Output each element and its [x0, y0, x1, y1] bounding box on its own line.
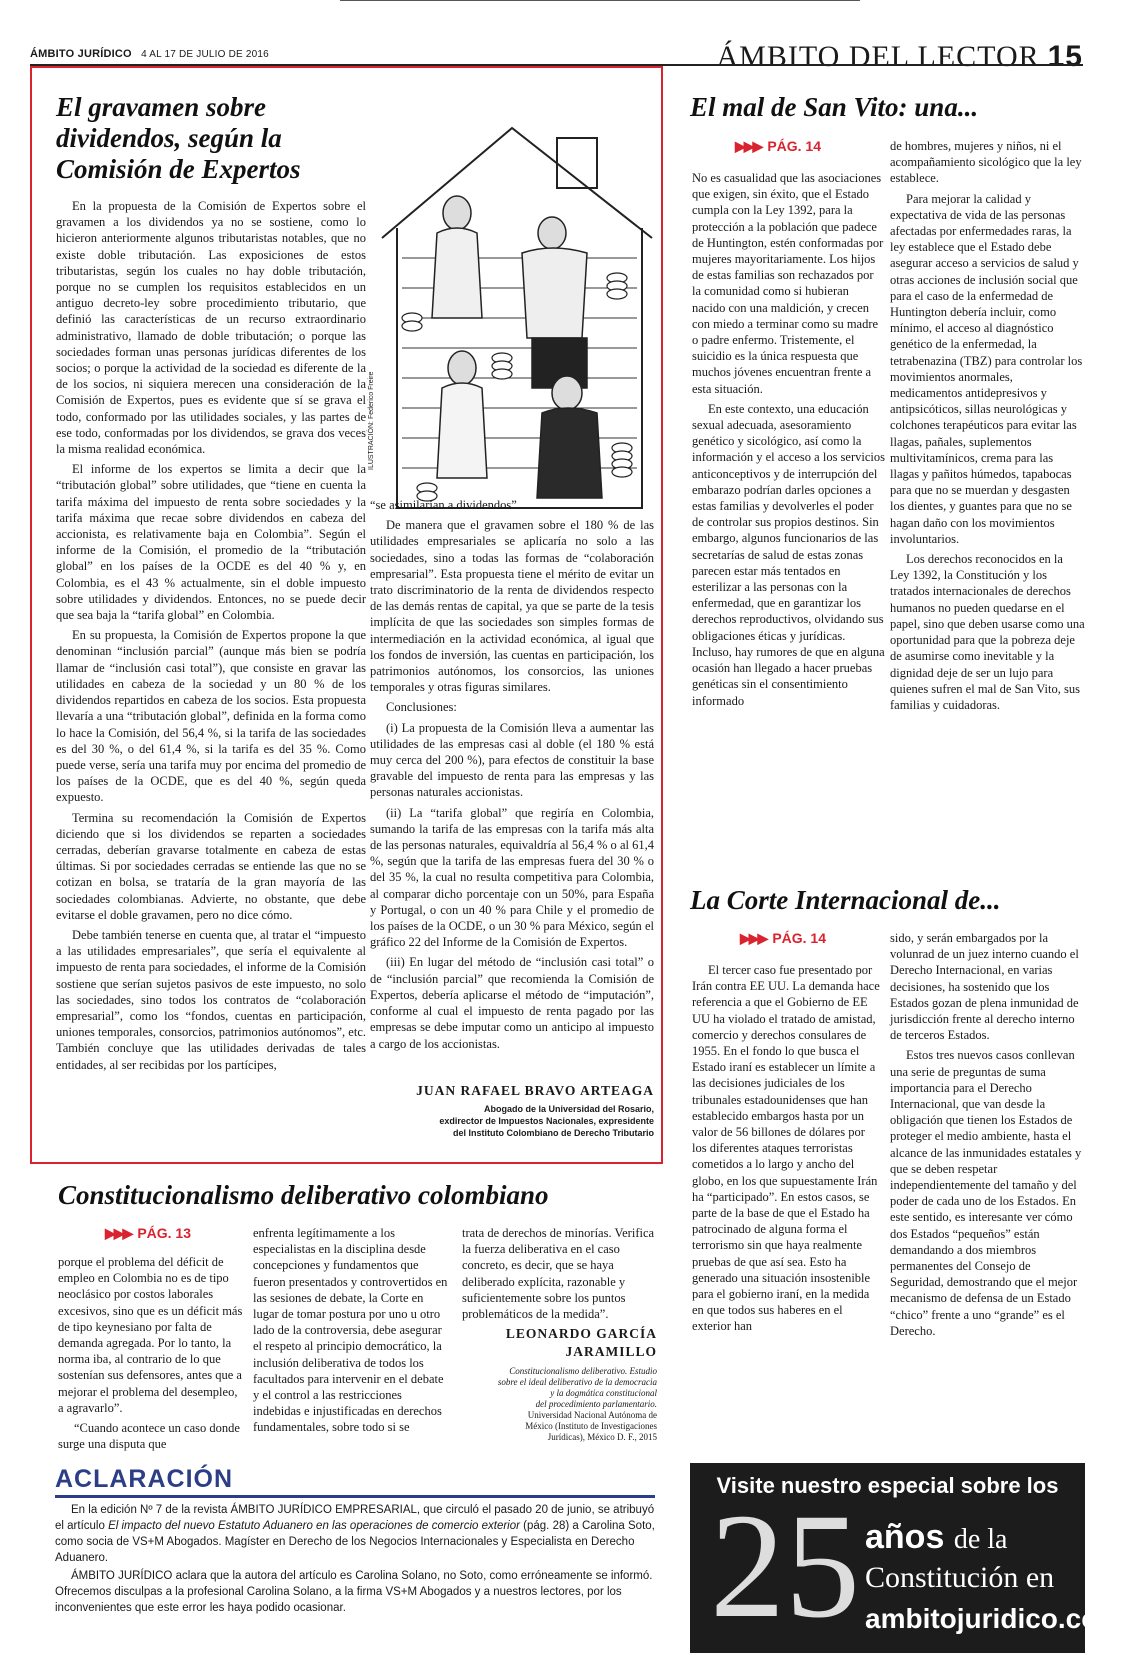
page-ref: PÁG. 14: [772, 930, 827, 946]
corte-title: La Corte Internacional de...: [690, 885, 1001, 915]
page-ref: PÁG. 13: [137, 1225, 192, 1241]
top-rule: [340, 0, 860, 1]
paragraph: En este contexto, una educación sexual adecuada, asesoramiento genético y sicológico, así como la información y el acceso a los servicios anticonceptivos y de interrupción del embarazo podrían darles opciones a estas familias y devolverles el poder de controlar sus propios destinos. Sin embargo, algunos funcionarios de las secretarías de salud de estas zonas parecen estar más tentados en esterilizar a las personas con la enfermedad, que en garantizar los derechos reproductivos, olvidando sus obligaciones éticas y jurídicas. Incluso, hay rumores de que en alguna ocasión han llegado a hacer pruebas genéticas sin el consentimiento informado: [692, 401, 885, 708]
constitution-promo-banner[interactable]: [690, 1463, 1123, 1653]
source-line: sobre el ideal deliberativo de la democracia: [497, 1377, 657, 1387]
paragraph: sido, y serán embargados por la volunrad de un juez interno cuando el Derecho Internacional, en varias decisiones, ha sostenido que los Estados gozan de plena inmunidad de jurisdicción frente al derecho interno de terceros Estados.: [890, 931, 1079, 1043]
constitucionalismo-author: [462, 1325, 657, 1361]
paragraph: En la propuesta de la Comisión de Expertos sobre el gravamen a los dividendos ya no se sostiene, como lo hicieron anteriormente algunos tributaristas notables, que no existe doble tributación. Las exposiciones de estos tributaristas, según los cuales no hay doble tributación, porque no se cumplen los requisitos establecidos en un antiguo decreto-ley sobre procedimiento tributario, que definió las características de un recurso extraordinario administrativo, llamado de doble tributación; o porque las sociedades forman unas personas jurídicas diferentes de los socios; o porque la actividad de la sociedad es diferente de la de los socios, ni siquiera merecen una consideración de la Comisión de Expertos, pues es evidente que sí se grava el todo, conformado por las utilidades sociales, y las partes de ese todo, conformadas por los dividendos, se grava dos veces la misma realidad económica.: [56, 199, 366, 457]
san-vito-column-1: [692, 170, 885, 713]
main-article-column-1: [56, 198, 366, 1077]
paragraph: Debe también tenerse en cuenta que, al tratar el “impuesto a las utilidades empresariales”, que sería el equivalente al impuesto de renta para sociedades, el informe de la Comisión sostiene que serían sujetos pasivos de este impuesto, no solo las sociedades, sino todos los contratos de “colaboración empresarial”, como los “fondos, cuentas en participación, uniones temporales, consorcios, patrimonios autónomos”, etc. También concluye que las utilidades derivadas de tales entidades, al ser recibidas por los partícipes,: [56, 927, 367, 1072]
issue-date: 4 AL 17 DE JULIO DE 2016: [141, 49, 269, 60]
house-illustration: [372, 118, 660, 516]
illustration-graphic: [372, 118, 660, 516]
paragraph: trata de derechos de minorías. Verifica la fuerza deliberativa en el caso concreto, es decir, que se haya deliberado explícita, razonable y suficientemente sobre los puntos problemáticos de la medida”.: [462, 1226, 655, 1322]
dela-word: de la: [953, 1524, 1008, 1555]
source-line: y la dogmática constitucional: [550, 1388, 657, 1398]
credential-line: Abogado de la Universidad del Rosario,: [483, 1104, 654, 1114]
credential-line: del Instituto Colombiano de Derecho Tributario: [452, 1128, 654, 1138]
aclaracion-body: [55, 1502, 655, 1618]
san-vito-title: El mal de San Vito: una...: [690, 92, 979, 122]
corte-column-1: [692, 962, 882, 1339]
source-line: Universidad Nacional Autónoma de: [527, 1410, 657, 1420]
paragraph: El informe de los expertos se limita a decir que la “tributación global” sobre utilidades, que “tiene en cuenta la tarifa máxima del impuesto de renta sobre sociedades y la tarifa máxima que recae sobre dividendos en cabeza del accionista, es relativamente baja en Colombia”. Según el informe de la Comisión, el promedio de la “tributación global” en los países de la OCDE es del 40 % y, en Colombia, es el 43 % actualmente, sin el doble impuesto sobre utilidades y dividendos. Entonces, no se puede decir que sea baja la “tarifa global” en Colombia.: [56, 462, 366, 623]
title-line: Comisión de Expertos: [56, 154, 301, 184]
paragraph: En su propuesta, la Comisión de Expertos propone la que denominan “inclusión parcial” (aunque más bien se podría llamar de “inclusión casi total”), que consiste en gravar las utilidades en cabeza de la sociedad y un 80 % de los dividendos repartidos en cabeza de los socios. Esta propuesta llevaría a una “tributación global”, definida en la forma como lo hace la Comisión, del 56,4 %, si la tarifa de las sociedades es del 30 %, o del 61,4 %, si la tarifa es del 35 %. Como puede verse, sería una tarifa muy por encima del promedio de los países de la OCDE, que es del 40 %, según queda expuesto.: [56, 628, 366, 805]
aclaracion-title: ACLARACIÓN: [55, 1465, 234, 1493]
paragraph: (ii) La “tarifa global” que regiría en Colombia, sumando la tarifa de las empresas con la tarifa más alta de las personas naturales, equivaldría al 56,4 % o al 61,4 %, según que la tarifa de las empresas fuera del 30 % o del 35 %, la cual no resulta competitiva para Colombia, al comparar dicho porcentaje con un 50%, para España y Portugal, o con un 40 % para Chile y el promedio de los países de la OCDE, o un 30 % para México, según el gráfico 22 del Informe de la Comisión de Expertos.: [370, 805, 654, 950]
section-header: [717, 40, 1083, 74]
credential-line: exdirector de Impuestos Nacionales, expresidente: [439, 1116, 654, 1126]
triple-arrow-icon: ▶▶▶: [740, 930, 767, 946]
promo-site-link[interactable]: ambitojuridico.com: [865, 1603, 1123, 1634]
page-ref: PÁG. 14: [767, 138, 822, 154]
constitucionalismo-column-1: [58, 1254, 243, 1456]
paragraph: No es casualidad que las asociaciones que exigen, sin éxito, que el Estado cumpla con la Ley 1392, para la protección a la población que padece de Huntington, estén conformadas por mujeres mayoritariamente. Los hijos de estas familias son rechazados por la comunidad como si hubieran nacido con una maldición, y crecen con miedo a terminar como su madre o padre enfermo. Tristemente, el suicidio es la única respuesta que muchos jóvenes encuentran frente a esta situación.: [692, 171, 884, 396]
paragraph: de hombres, mujeres y niños, ni el acompañamiento sicológico que la ley establece.: [890, 139, 1082, 186]
triple-arrow-icon: ▶▶▶: [105, 1225, 132, 1241]
title-line: dividendos, según la: [56, 123, 282, 153]
main-article-title: [56, 92, 376, 185]
promo-number: 25: [710, 1483, 860, 1649]
main-article-author: JUAN RAFAEL BRAVO ARTEAGA: [416, 1083, 654, 1098]
triple-arrow-icon: ▶▶▶: [735, 138, 762, 154]
text-run: (pág. 28) a Carolina Soto, como socia de VS+M Abogados. Magíster en Derecho de los Negocios Internacionales y Especialista en Derecho Aduanero.: [55, 1520, 655, 1564]
corte-page-link[interactable]: [740, 930, 826, 947]
aclaracion-rule: [55, 1495, 655, 1498]
paragraph: “Cuando acontece un caso donde surge una disputa que: [58, 1421, 240, 1452]
constitucionalismo-column-3: [462, 1225, 657, 1326]
title-line: El gravamen sobre: [56, 92, 267, 122]
paragraph: Conclusiones:: [386, 700, 457, 715]
constitucionalismo-column-2: [253, 1225, 451, 1440]
paragraph: porque el problema del déficit de empleo en Colombia no es de tipo neoclásico por costos laborales excesivos, sino que es un déficit más de tipo keynesiano por falta de demanda agregada. Por lo tanto, la norma iba, al contrario de lo que sostenían sus defensores, antes que a mejorar el problema del desempleo, a agravarlo”.: [58, 1255, 243, 1415]
paragraph: (iii) En lugar del método de “inclusión casi total” o de “inclusión parcial” que recomienda la Comisión de Expertos, debería aplicarse el método de “imputación”, conforme al cual el impuesto de renta pagado por las empresas se debe imputar como un anticipo al impuesto a cargo de los accionistas.: [370, 955, 654, 1051]
text-run: En la edición Nº 7 de la revista ÁMBITO JURÍDICO EMPRESARIAL, que circuló el pasado 20 de junio, se atribuyó el artículo: [55, 1504, 655, 1532]
aclaracion-paragraph-2: ÁMBITO JURÍDICO aclara que la autora del artículo es Carolina Solano, no Soto, como erróneamente se informó. Ofrecemos disculpas a la profesional Carolina Solano, a la firma VS+M Abogados y a nuestros lectores, por los inconvenientes que este error les haya podido ocasionar.: [55, 1570, 653, 1614]
source-line: Jurídicas), México D. F., 2015: [547, 1432, 657, 1442]
source-line: del procedimiento parlamentario.: [535, 1399, 657, 1409]
section-name: ÁMBITO DEL LECTOR: [716, 40, 1040, 73]
author-line: JARAMILLO: [565, 1344, 657, 1359]
paragraph: De manera que el gravamen sobre el 180 % de las utilidades empresariales se aplicaría no solo a las sociedades, sino a todas las formas de “colaboración empresarial”. Esta propuesta tiene el mérito de evitar un trato discriminatorio de la renta de dividendos respecto de las demás rentas de capital, ya que se parte de la tesis implícita de que las sociedades son simples formas de intermediación en la actividad económica, al igual que los fondos de inversión, las cuentas en participación, los patrimonios autónomos, los consorcios, las uniones temporales y otras figuras similares.: [370, 518, 654, 695]
paragraph: Termina su recomendación la Comisión de Expertos diciendo que si los dividendos se reparten a sociedades cerradas, deberían gravarse totalmente en cabeza de estas últimas. Si por sociedades cerradas se entiende las que no se cotizan en bolsa, se trataría de la gran mayoría de las sociedades colombianas. Advierte, no obstante, que debe evitarse el doble gravamen, pero no dice cómo.: [56, 810, 366, 922]
author-credentials: [370, 1103, 654, 1139]
constitucionalismo-title: Constitucionalismo deliberativo colombiano: [58, 1180, 549, 1210]
paragraph: El tercer caso fue presentado por Irán contra EE UU. La demanda hace referencia a que el Gobierno de EE UU ha violado el tratado de amistad, comercio y derechos consulares de 1955. En el fondo lo que busca el Estado iraní es establecer un límite a las decisiones judiciales de los tribunales estadounidenses que han establecido embargos hasta por un valor de 56 billones de dólares por los diferentes ataques terroristas cometidos a lo largo y ancho del globo, en los que supuestamente Irán ha “participado”. En estos casos, se parte de la base de que el Estado ha patrocinado de alguna forma el terrorismo sin que haya realmente pruebas de que así sea. Esto ha generado una situación insostenible para el gobierno iraní, en la medida en que todos sus haberes en el exterior han: [692, 963, 880, 1334]
promo-headline: Visite nuestro especial sobre los: [716, 1473, 1059, 1498]
paragraph: “se asimilarían a dividendos”.: [370, 498, 520, 512]
paragraph: enfrenta legítimamente a los especialistas en la disciplina desde concepciones y fundamentos que fueron presentados y controvertidos en las sesiones de debate, la Corte en lugar de tomar postura por uno u otro lado de la controversia, debe asegurar el respeto al principio democrático, la inclusión deliberativa de todos los facultados para intervenir en el debate y el control a las restricciones indebidas e injustificadas en derechos fundamentales, sobre todo si se: [253, 1226, 448, 1435]
page-number: 15: [1047, 40, 1083, 73]
author-line: LEONARDO GARCÍA: [505, 1326, 657, 1341]
promo-anos: [865, 1518, 1007, 1557]
paragraph: Los derechos reconocidos en la Ley 1392, la Constitución y los tratados internacionales de derechos humanos no pueden quedarse en el papel, sino que deben usarse como una oportunidad para que la pobreza deje de asumirse como inevitable y la dignidad deje de ser un lujo para quienes sufren el mal de San Vito, sus familias y cuidadoras.: [890, 552, 1085, 712]
aclaracion-paragraph-1: [55, 1502, 655, 1566]
corte-column-2: [890, 930, 1085, 1343]
main-article-column-2: [370, 497, 654, 1056]
constitucionalismo-page-link[interactable]: [105, 1225, 191, 1242]
source-line: México (Instituto de Investigaciones: [525, 1421, 657, 1431]
paragraph: Estos tres nuevos casos conllevan una serie de preguntas de suma importancia para el Derecho Internacional, que van desde la obligación que tienen los Estados de proteger el medio ambiente, hasta el alcance de las inmunidades estatales y que se deben respetar independientemente del tamaño y del poder de cada uno de los Estados. En este sentido, es interesante ver cómo dos Estados “pequeños” están demandando a dos miembros permanentes del Consejo de Seguridad, demostrando que el mejor mecanismo de defensa de un Estado “chico” frente a uno “grande” es el Derecho.: [890, 1048, 1082, 1338]
illustration-credit: ILUSTRACIÓN: Federico Freire: [368, 371, 375, 470]
anos-word: años: [865, 1518, 945, 1556]
constitucionalismo-source: [462, 1366, 657, 1443]
publication-name: ÁMBITO JURÍDICO: [30, 48, 132, 60]
promo-constitucion: Constitución en: [865, 1561, 1055, 1594]
publication-header: [30, 48, 269, 60]
source-line: Constitucionalismo deliberativo. Estudio: [509, 1366, 657, 1376]
article-title: El impacto del nuevo Estatuto Aduanero en las operaciones de comercio exterior: [108, 1520, 520, 1532]
san-vito-page-link[interactable]: [735, 138, 821, 155]
paragraph: (i) La propuesta de la Comisión lleva a aumentar las utilidades de las empresas casi al doble (el 180 % está muy cerca del 200 %), para efectos de constituir la base gravable del impuesto de renta para las empresas y las personas naturales accionistas.: [370, 720, 654, 800]
paragraph: Para mejorar la calidad y expectativa de vida de las personas afectadas por enfermedades raras, la ley establece que el Estado debe asegurar acceso a servicios de salud y otras acciones de inclusión social que para el caso de la enfermedad de Huntington debería incluir, como mínimo, el acceso al diagnóstico genético de la enfermedad, la tetrabenazina (TBZ) para controlar los movimientos anormales, medicamentos antidepresivos y antipsicóticos, sillas neurológicas y colchones terapéuticos para evitar las llagas, pañales, suplementos multivitamínicos, crema para las llagas y pañitos húmedos, tapabocas para que no se muerdan y desgasten los dientes, y guantes para que no se hagan daño con los movimientos involuntarios.: [890, 191, 1083, 546]
san-vito-column-2: [890, 138, 1085, 717]
